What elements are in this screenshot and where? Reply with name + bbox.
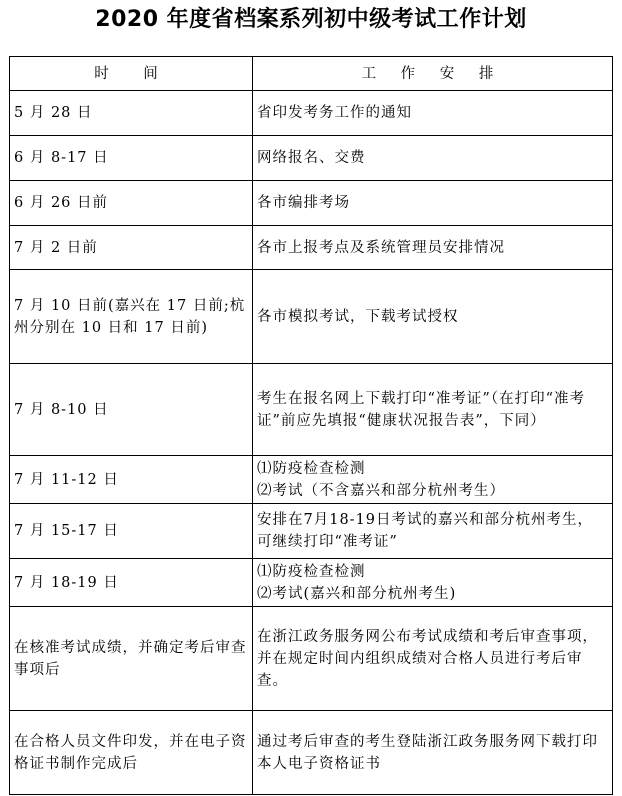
table-row xyxy=(10,559,613,607)
table-row xyxy=(10,226,613,270)
table-header-row xyxy=(10,57,613,91)
table-row xyxy=(10,136,613,181)
header-task: 工 作 安 排 xyxy=(253,57,613,91)
time-cell: 7 月 15-17 日 xyxy=(10,504,253,559)
task-cell: 网络报名、交费 xyxy=(253,136,613,181)
task-cell: 考生在报名网上下载打印“准考证”（在打印“准考证”前应先填报“健康状况报告表”，下同） xyxy=(253,364,613,456)
table-row xyxy=(10,504,613,559)
task-cell: 各市模拟考试，下载考试授权 xyxy=(253,270,613,364)
table-row xyxy=(10,181,613,226)
time-cell: 在核准考试成绩，并确定考后审查事项后 xyxy=(10,607,253,711)
task-cell: 省印发考务工作的通知 xyxy=(253,91,613,136)
table-row xyxy=(10,364,613,456)
task-cell: ⑴防疫检查检测 ⑵考试(嘉兴和部分杭州考生) xyxy=(253,559,613,607)
task-cell: 通过考后审查的考生登陆浙江政务服务网下载打印本人电子资格证书 xyxy=(253,711,613,795)
time-cell: 在合格人员文件印发，并在电子资格证书制作完成后 xyxy=(10,711,253,795)
document-title: 2020 年度省档案系列初中级考试工作计划 xyxy=(95,7,527,32)
table-row xyxy=(10,270,613,364)
table-row xyxy=(10,607,613,711)
time-cell: 7 月 11-12 日 xyxy=(10,456,253,504)
table-row xyxy=(10,91,613,136)
time-cell: 6 月 8-17 日 xyxy=(10,136,253,181)
task-cell: 安排在7月18-19日考试的嘉兴和部分杭州考生，可继续打印“准考证” xyxy=(253,504,613,559)
header-time: 时 间 xyxy=(10,57,253,91)
time-cell: 7 月 2 日前 xyxy=(10,226,253,270)
time-cell: 7 月 8-10 日 xyxy=(10,364,253,456)
table-row xyxy=(10,456,613,504)
time-cell: 5 月 28 日 xyxy=(10,91,253,136)
time-cell: 6 月 26 日前 xyxy=(10,181,253,226)
task-cell: 各市上报考点及系统管理员安排情况 xyxy=(253,226,613,270)
task-cell: 在浙江政务服务网公布考试成绩和考后审查事项，并在规定时间内组织成绩对合格人员进行考后审查。 xyxy=(253,607,613,711)
time-cell: 7 月 18-19 日 xyxy=(10,559,253,607)
task-cell: ⑴防疫检查检测 ⑵考试（不含嘉兴和部分杭州考生） xyxy=(253,456,613,504)
table-row xyxy=(10,711,613,795)
time-cell: 7 月 10 日前(嘉兴在 17 日前;杭州分别在 10 日和 17 日前) xyxy=(10,270,253,364)
task-cell: 各市编排考场 xyxy=(253,181,613,226)
schedule-table xyxy=(9,56,613,795)
